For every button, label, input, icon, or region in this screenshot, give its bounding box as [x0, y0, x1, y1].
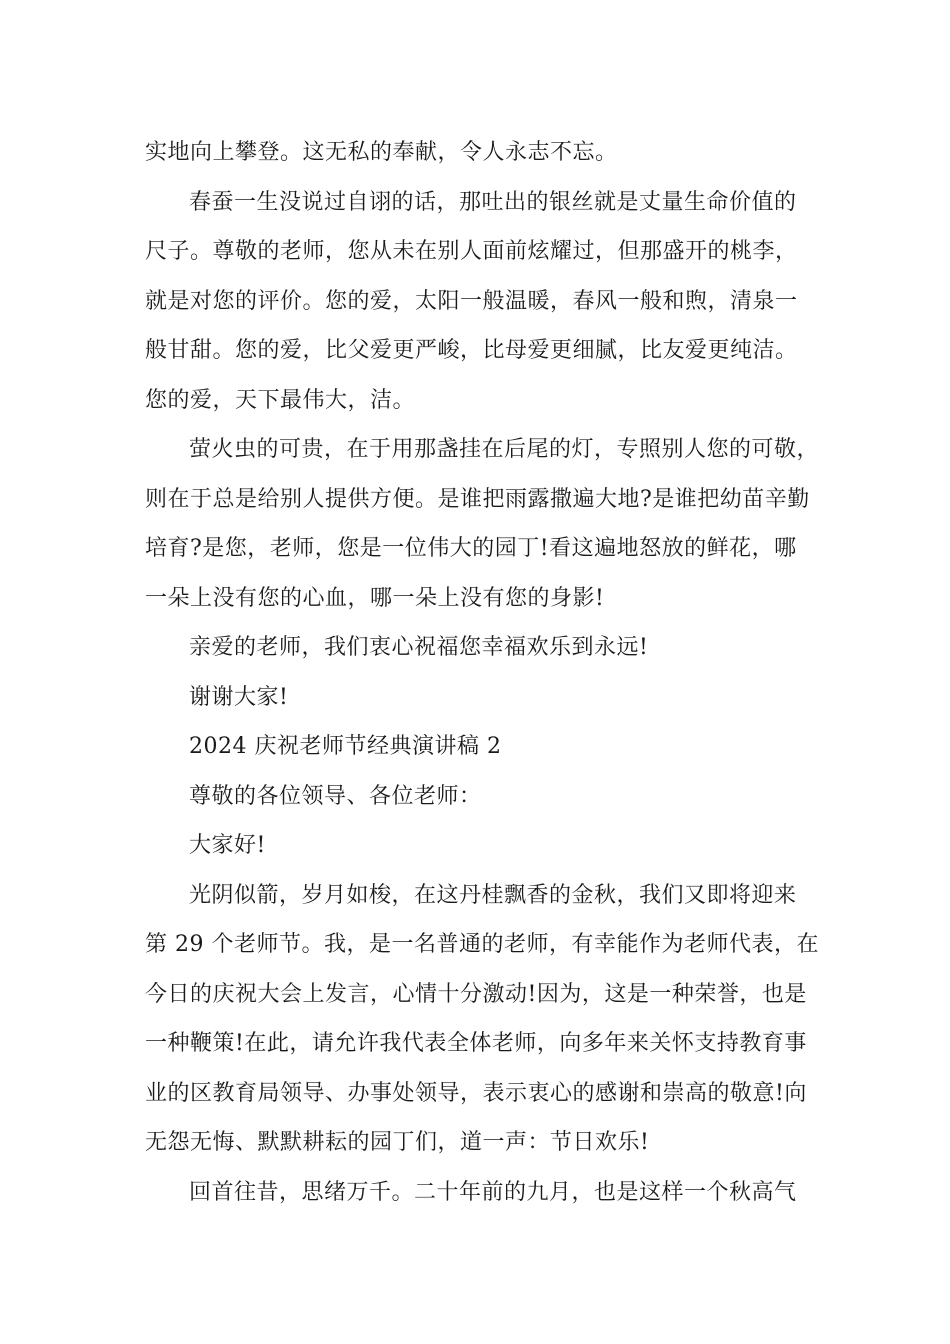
paragraph-start-line: 回首往昔，思绪万千。二十年前的九月，也是这样一个秋高气: [189, 1179, 797, 1205]
text-line: 实地向上攀登。这无私的奉献，令人永志不忘。: [145, 140, 618, 165]
text-line: 您的爱，天下最伟大，洁。: [145, 387, 416, 413]
document-body: [145, 128, 835, 1217]
text-line: 无怨无悔、默默耕耘的园丁们，道一声：节日欢乐!: [145, 1130, 650, 1155]
text-line: 一种鞭策!在此，请允许我代表全体老师，向多年来关怀支持教育事: [145, 1031, 807, 1056]
paragraph-start-line: 春蚕一生没说过自诩的话，那吐出的银丝就是丈量生命价值的: [189, 189, 797, 215]
text-line: 就是对您的评价。您的爱，太阳一般温暖，春风一般和煦，清泉一: [145, 288, 798, 314]
text-line: 尺子。尊敬的老师，您从未在别人面前炫耀过，但那盛开的桃李，: [145, 239, 798, 264]
text-line: 则在于总是给别人提供方便。是谁把雨露撒遍大地?是谁把幼苗辛勤: [145, 486, 810, 512]
speech-title: 2024 庆祝老师节经典演讲稿 2: [189, 734, 502, 759]
text-line: 般甘甜。您的爱，比父爱更严峻，比母爱更细腻，比友爱更纯洁。: [145, 338, 798, 363]
paragraph-start-line: 光阴似箭，岁月如梭，在这丹桂飘香的金秋，我们又即将迎来: [189, 882, 797, 908]
closing-line: 亲爱的老师，我们衷心祝福您幸福欢乐到永远!: [189, 635, 649, 660]
text-line: 培育?是您，老师，您是一位伟大的园丁!看这遍地怒放的鲜花，哪: [145, 536, 797, 561]
paragraph-start-line: 萤火虫的可贵，在于用那盏挂在后尾的灯，专照别人您的可敬，: [189, 437, 820, 462]
text-line: 业的区教育局领导、办事处领导，表示衷心的感谢和崇高的敬意!向: [145, 1080, 807, 1106]
greeting-line: 大家好!: [189, 833, 266, 858]
text-line: 今日的庆祝大会上发言，心情十分激动!因为，这是一种荣誉，也是: [145, 981, 807, 1007]
text-line: 第 29 个老师节。我，是一名普通的老师，有幸能作为老师代表，在: [145, 932, 819, 957]
text-line: 一朵上没有您的心血，哪一朵上没有您的身影!: [145, 585, 605, 611]
salutation-line: 尊敬的各位领导、各位老师：: [189, 783, 482, 809]
thanks-line: 谢谢大家!: [189, 684, 289, 710]
